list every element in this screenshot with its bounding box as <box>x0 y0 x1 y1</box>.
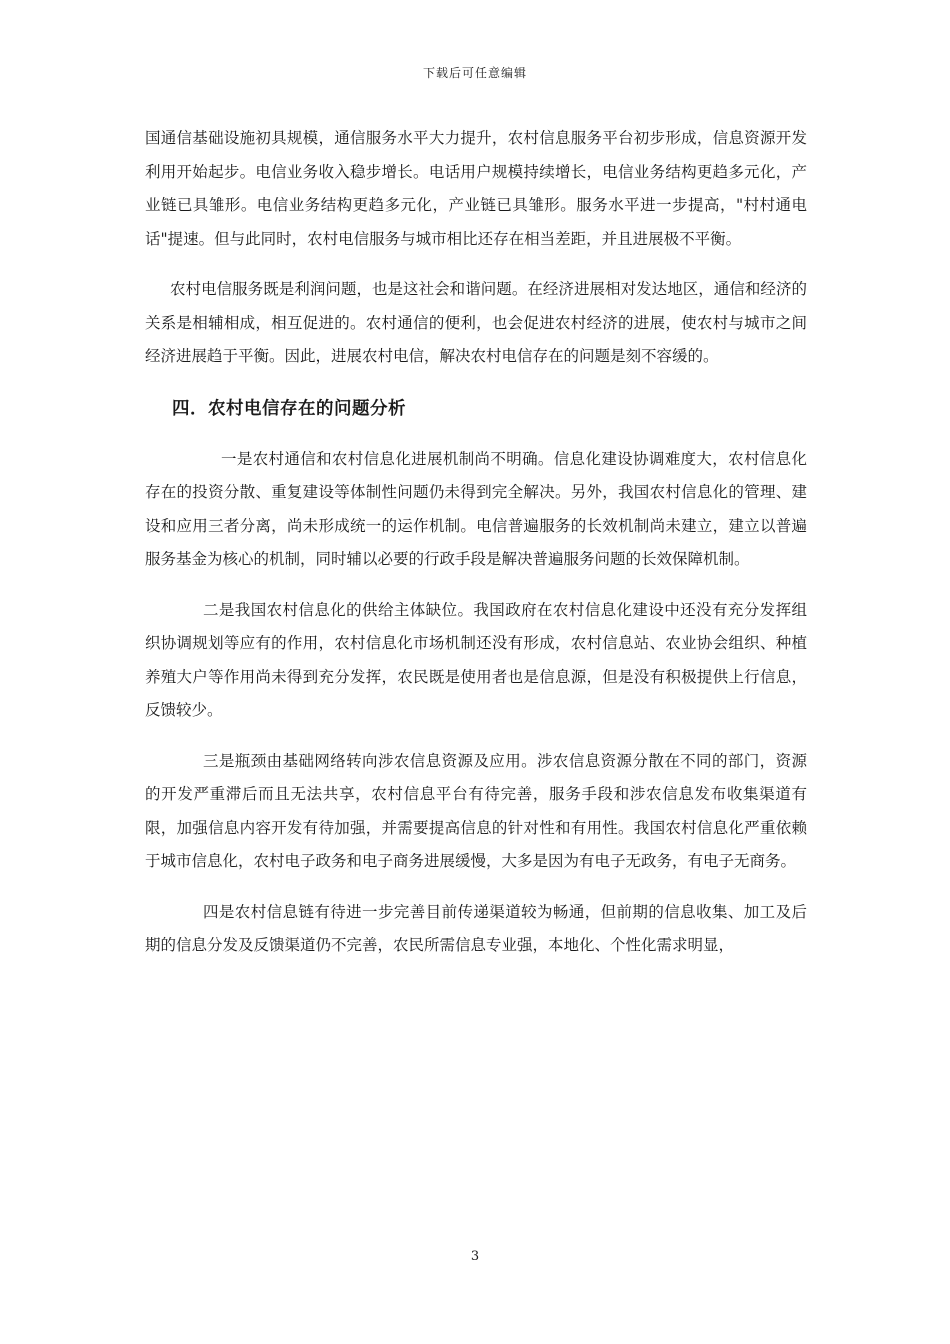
paragraph: 三是瓶颈由基础网络转向涉农信息资源及应用。涉农信息资源分散在不同的部门，资源的开发严重滞后而且无法共享，农村信息平台有待完善，服务手段和涉农信息发布收集渠道有限，加强信息内容开发有待加强，并需要提高信息的针对性和有用性。我国农村信息化严重依赖于城市信息化，农村电子政务和电子商务进展缓慢，大多是因为有电子无政务，有电子无商务。 <box>145 751 807 870</box>
paragraph: 国通信基础设施初具规模，通信服务水平大力提升，农村信息服务平台初步形成，信息资源开发利用开始起步。电信业务收入稳步增长。电话用户规模持续增长，电信业务结构更趋多元化，产业链已具雏形。电信业务结构更趋多元化，产业链已具雏形。服务水平进一步提高，"村村通电话"提速。但与此同时，农村电信服务与城市相比还存在相当差距，并且进展极不平衡。 <box>145 129 807 248</box>
page-number: 3 <box>470 1249 480 1264</box>
section-heading: 四．农村电信存在的问题分析 <box>172 398 406 419</box>
paragraph: 一是农村通信和农村信息化进展机制尚不明确。信息化建设协调难度大，农村信息化存在的投资分散、重复建设等体制性问题仍未得到完全解决。另外，我国农村信息化的管理、建设和应用三者分离，尚未形成统一的运作机制。电信普遍服务的长效机制尚未建立，建立以普遍服务基金为核心的机制，同时辅以必要的行政手段是解决普遍服务问题的长效保障机制。 <box>145 449 807 568</box>
page-header: 下载后可任意编辑 <box>422 66 527 80</box>
paragraph: 农村电信服务既是利润问题，也是这社会和谐问题。在经济进展相对发达地区，通信和经济的关系是相辅相成，相互促进的。农村通信的便利，也会促进农村经济的进展，使农村与城市之间经济进展趋于平衡。因此，进展农村电信，解决农村电信存在的问题是刻不容缓的。 <box>145 280 807 365</box>
paragraph: 四是农村信息链有待进一步完善目前传递渠道较为畅通，但前期的信息收集、加工及后期的信息分发及反馈渠道仍不完善，农民所需信息专业强，本地化、个性化需求明显， <box>145 902 807 954</box>
paragraph: 二是我国农村信息化的供给主体缺位。我国政府在农村信息化建设中还没有充分发挥组织协调规划等应有的作用，农村信息化市场机制还没有形成，农村信息站、农业协会组织、种植养殖大户等作用尚未得到充分发挥，农民既是使用者也是信息源，但是没有积极提供上行信息，反馈较少。 <box>145 600 807 719</box>
document-body <box>145 122 807 963</box>
